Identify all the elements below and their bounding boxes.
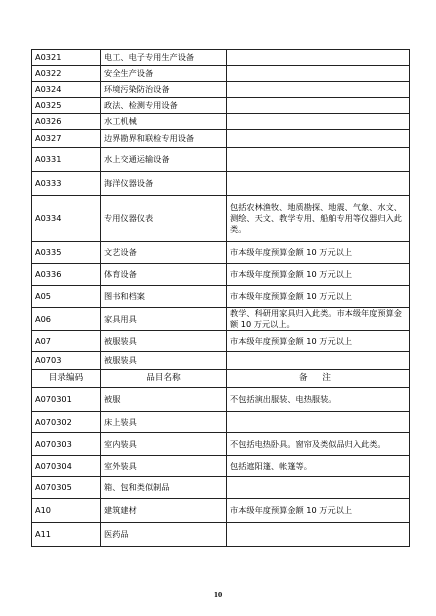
note-cell: 市本级年度预算金额 10 万元以上: [227, 331, 410, 352]
note-cell: 不包括演出服装、电热服装。: [227, 388, 410, 412]
name-cell: 图书和档案: [101, 286, 227, 308]
name-cell: 室外装具: [101, 456, 227, 477]
code-column-header: 目录编码: [32, 370, 101, 388]
name-cell: 政法、检测专用设备: [101, 98, 227, 114]
code-cell: A070301: [32, 388, 101, 412]
table-row: [32, 331, 410, 352]
note-column-header: 备 注: [227, 370, 410, 388]
note-cell: [227, 66, 410, 82]
code-cell: A07: [32, 331, 101, 352]
name-cell: 箱、包和类似制品: [101, 477, 227, 499]
table-row: [32, 388, 410, 412]
code-cell: A070302: [32, 412, 101, 433]
table-row: [32, 499, 410, 523]
note-cell: [227, 477, 410, 499]
name-cell: 海洋仪器设备: [101, 172, 227, 196]
table-row: [32, 308, 410, 331]
note-cell: [227, 412, 410, 433]
name-cell: 被服装具: [101, 352, 227, 370]
code-cell: A0322: [32, 66, 101, 82]
note-cell: [227, 148, 410, 172]
note-cell: [227, 50, 410, 66]
code-cell: A0324: [32, 82, 101, 98]
name-cell: 环境污染防治设备: [101, 82, 227, 98]
name-cell: 安全生产设备: [101, 66, 227, 82]
note-cell: [227, 98, 410, 114]
code-cell: A0325: [32, 98, 101, 114]
note-cell: [227, 130, 410, 148]
name-cell: 床上装具: [101, 412, 227, 433]
catalog-table: [31, 49, 410, 547]
page-number: 10: [213, 592, 223, 599]
table-row: [32, 66, 410, 82]
code-cell: A0326: [32, 114, 101, 130]
table-row: [32, 114, 410, 130]
code-cell: A10: [32, 499, 101, 523]
note-cell: [227, 82, 410, 98]
table-row: [32, 456, 410, 477]
code-cell: A0321: [32, 50, 101, 66]
name-cell: 专用仪器仪表: [101, 196, 227, 242]
code-cell: A070303: [32, 433, 101, 456]
code-cell: A0336: [32, 264, 101, 286]
table-row: [32, 242, 410, 264]
code-cell: A0334: [32, 196, 101, 242]
name-cell: 水上交通运输设备: [101, 148, 227, 172]
table-row: [32, 433, 410, 456]
code-cell: A0327: [32, 130, 101, 148]
name-cell: 家具用具: [101, 308, 227, 331]
code-cell: A05: [32, 286, 101, 308]
table-header-row: [32, 370, 410, 388]
note-cell: 市本级年度预算金额 10 万元以上: [227, 264, 410, 286]
table-row: [32, 523, 410, 547]
name-cell: 室内装具: [101, 433, 227, 456]
name-cell: 水工机械: [101, 114, 227, 130]
table-row: [32, 148, 410, 172]
code-cell: A11: [32, 523, 101, 547]
table-row: [32, 172, 410, 196]
note-cell: 市本级年度预算金额 10 万元以上: [227, 499, 410, 523]
table-row: [32, 352, 410, 370]
table-row: [32, 412, 410, 433]
note-cell: 市本级年度预算金额 10 万元以上: [227, 286, 410, 308]
code-cell: A0335: [32, 242, 101, 264]
code-cell: A0703: [32, 352, 101, 370]
name-cell: 体育设备: [101, 264, 227, 286]
name-cell: 被服: [101, 388, 227, 412]
note-cell: 不包括电热卧具。窗帘及类似品归入此类。: [227, 433, 410, 456]
code-cell: A06: [32, 308, 101, 331]
table-row: [32, 50, 410, 66]
note-cell: 市本级年度预算金额 10 万元以上: [227, 242, 410, 264]
code-cell: A070305: [32, 477, 101, 499]
table-row: [32, 477, 410, 499]
code-cell: A070304: [32, 456, 101, 477]
name-column-header: 品目名称: [101, 370, 227, 388]
name-cell: 被服装具: [101, 331, 227, 352]
name-cell: 边界勘界和联检专用设备: [101, 130, 227, 148]
name-cell: 医药品: [101, 523, 227, 547]
note-cell: 包括农林渔牧、地质勘探、地震、气象、水文、测绘、天文、教学专用、船舶专用等仪器归入此类。: [227, 196, 410, 242]
table-row: [32, 264, 410, 286]
note-cell: [227, 523, 410, 547]
table-row: [32, 130, 410, 148]
code-cell: A0333: [32, 172, 101, 196]
name-cell: 文艺设备: [101, 242, 227, 264]
note-cell: [227, 114, 410, 130]
note-cell: 教学、科研用家具归入此类。市本级年度预算金额 10 万元以上。: [227, 308, 410, 331]
name-cell: 建筑建材: [101, 499, 227, 523]
table-row: [32, 98, 410, 114]
name-cell: 电工、电子专用生产设备: [101, 50, 227, 66]
note-cell: [227, 352, 410, 370]
table-row: [32, 286, 410, 308]
table-row: [32, 196, 410, 242]
note-cell: [227, 172, 410, 196]
note-cell: 包括遮阳篷、帐篷等。: [227, 456, 410, 477]
table-row: [32, 82, 410, 98]
code-cell: A0331: [32, 148, 101, 172]
